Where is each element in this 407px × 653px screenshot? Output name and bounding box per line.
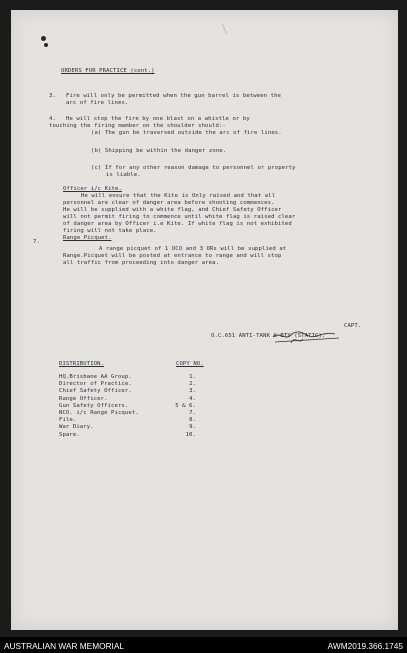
distribution-recipient: War Diary.: [59, 424, 94, 431]
para3-number: 3.: [49, 93, 56, 99]
para4-number: 4.: [49, 116, 56, 122]
distribution-copy-number: 2.: [189, 381, 196, 388]
para7-number: 7.: [33, 239, 40, 245]
signoff-rank: CAPT.: [344, 323, 362, 329]
punch-hole: [44, 43, 48, 47]
kite-text: He will be supplied with a white flag, and Chief Safety Officer: [63, 207, 282, 213]
pencil-mark: [222, 24, 242, 34]
para4-item-a: (a) The gun be traversed outside the arc of fire lines.: [91, 130, 282, 136]
distribution-copy-number: 8.: [189, 417, 196, 424]
kite-text: personnel are clear of danger area before shooting commences.: [63, 200, 275, 206]
kite-text: will not permit firing to commence until white flag is raised clear: [63, 214, 296, 220]
signoff-unit: O.C.651 ANTI-TANK & BTY (STATIC).: [211, 333, 326, 339]
picquet-text: all traffic from proceeding into danger area.: [63, 260, 220, 266]
para4-text: touching the firing member on the shoulder should:-: [49, 123, 226, 129]
para4-item-b: (b) Shipping be within the danger zone.: [91, 148, 227, 154]
para3-text: arc of fire lines.: [66, 100, 129, 106]
distribution-recipient: Gun Safety Officers.: [59, 402, 129, 409]
page-heading: ORDERS FOR PRACTICE (cont.): [61, 68, 155, 74]
para4-text: He will stop the fire by one blast on a whistle or by: [66, 116, 250, 122]
distribution-recipient: Range Officer.: [59, 395, 108, 402]
picquet-text: A range picquet of 1 OCO and 3 ORs will be supplied at: [99, 246, 287, 252]
distribution-copy-number: 10.: [185, 431, 196, 438]
picquet-text: Range.Picquet will be posted at entrance to range and will stop: [63, 253, 282, 259]
punch-hole: [41, 36, 46, 41]
distribution-recipient: File.: [59, 417, 77, 424]
distribution-recipient: NCO. i/c Range Picquet.: [59, 410, 139, 416]
footer-institution: AUSTRALIAN WAR MEMORIAL: [4, 641, 125, 651]
picquet-heading: Range Picquet.: [63, 235, 112, 241]
distribution-copy-number: 9.: [189, 424, 196, 431]
kite-text: firing will not take place.: [63, 228, 157, 234]
kite-text: He will ensure that the Kite is Only raised and that all: [81, 193, 276, 199]
kite-heading: Officer i/c Kite.: [63, 186, 122, 192]
archive-footer: [0, 637, 407, 653]
distribution-recipient: HQ.Brisbane AA Group.: [59, 374, 132, 380]
distribution-copy-number: 1.: [189, 374, 196, 380]
distribution-recipient: Chief Safety Officer.: [59, 388, 132, 395]
distribution-copy-number: 4.: [189, 395, 196, 402]
kite-text: of danger area by Officer i.e Kite. If white flag is not exhibited: [63, 221, 292, 227]
para4-item-c: (c) If for any other reason damage to personnel or property: [91, 165, 296, 171]
distribution-copy-number: 5 & 6.: [175, 402, 196, 409]
distribution-heading: DISTRIBUTION.: [59, 361, 105, 367]
distribution-copy-number: 3.: [189, 388, 196, 395]
distribution-copy-number: 7.: [189, 410, 196, 416]
para3-text: Fire will only be permitted when the gun barrel is between the: [66, 93, 281, 99]
para4-item-c: is liable.: [106, 172, 141, 178]
distribution-recipient: Director of Practice.: [59, 381, 132, 388]
document-page: [11, 10, 398, 630]
copy-no-heading: COPY NO.: [176, 361, 204, 367]
footer-accession: AWM2019.366.1745: [327, 641, 403, 651]
distribution-recipient: Spare.: [59, 431, 80, 438]
